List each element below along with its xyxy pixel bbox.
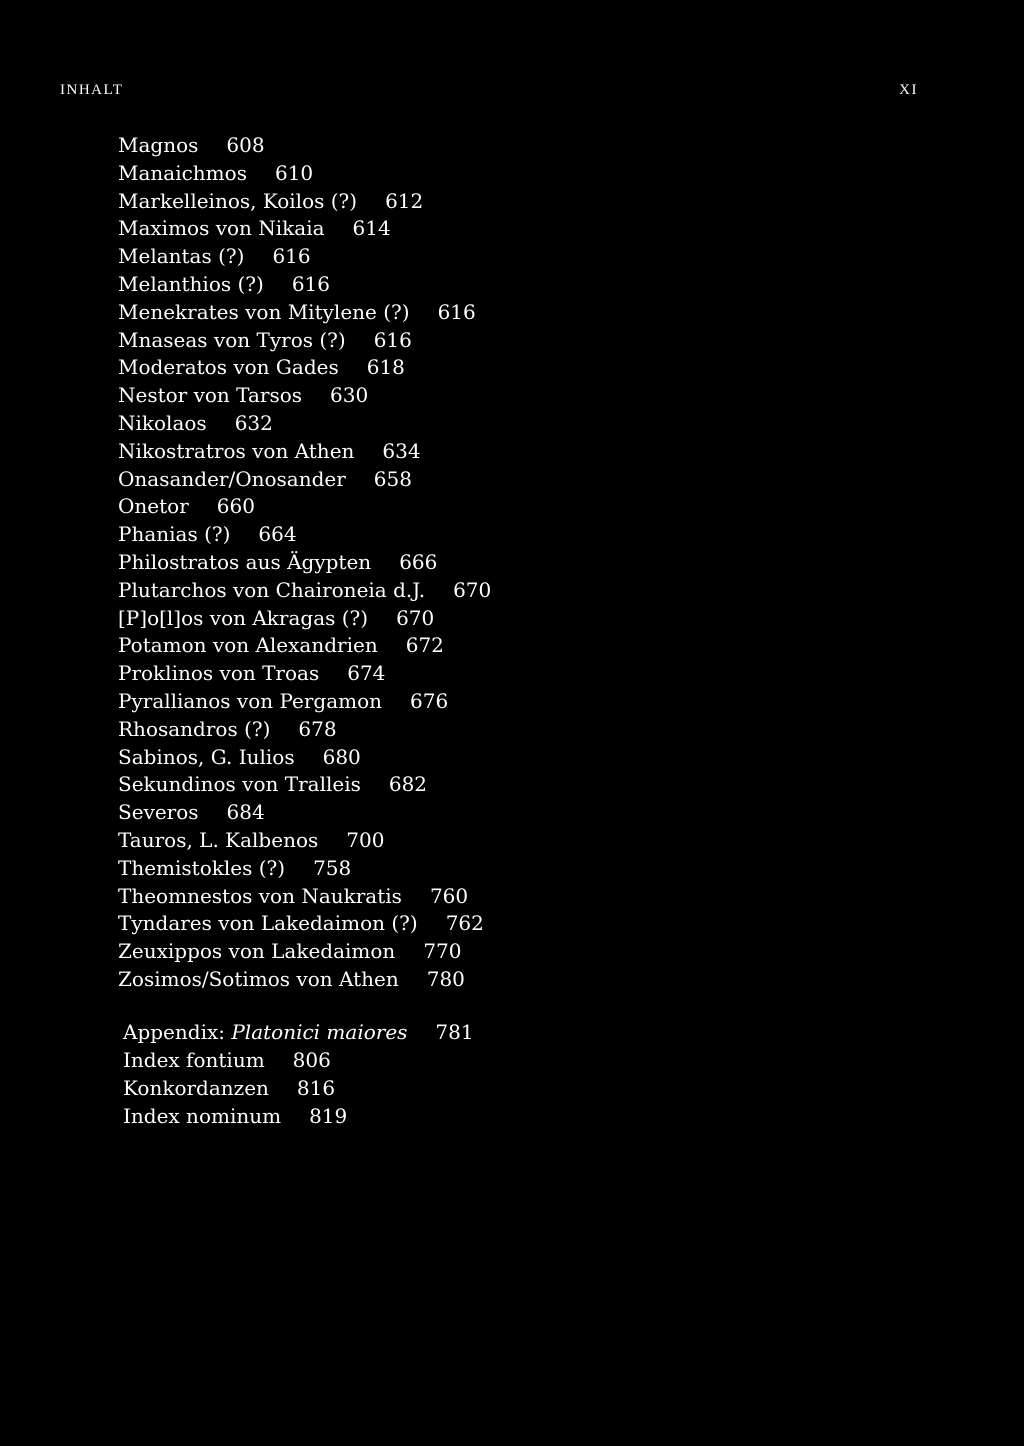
toc-entry[interactable] <box>118 271 938 299</box>
toc-entry-title: Tauros, L. Kalbenos <box>118 827 319 852</box>
toc-entry-appendix[interactable] <box>123 1018 943 1046</box>
toc-entry-title: Sekundinos von Tralleis <box>118 772 361 797</box>
toc-entry[interactable] <box>118 438 938 466</box>
toc-entry-title: Maximos von Nikaia <box>118 216 325 241</box>
toc-entry-page: 780 <box>426 966 465 991</box>
toc-entry[interactable] <box>118 716 938 744</box>
toc-entry-title: Index nominum <box>123 1104 282 1128</box>
toc-entry-page: 634 <box>382 438 421 463</box>
toc-entry[interactable] <box>118 188 938 216</box>
toc-entry[interactable] <box>118 466 938 494</box>
toc-entry-title: Index fontium <box>123 1048 265 1072</box>
toc-entry[interactable] <box>118 910 938 938</box>
toc-entry[interactable] <box>118 799 938 827</box>
toc-entry-page: 632 <box>234 410 273 435</box>
back-matter-list <box>123 1046 943 1130</box>
toc-entry-page: 762 <box>445 911 484 936</box>
toc-entry-title: Pyrallianos von Pergamon <box>118 688 383 713</box>
toc-entry-title: Sabinos, G. Iulios <box>118 744 295 769</box>
toc-entry[interactable] <box>118 632 938 660</box>
toc-entry-title: Nikolaos <box>118 410 207 435</box>
toc-entry-page: 608 <box>226 133 265 157</box>
toc-entry-title: Melantas (?) <box>118 244 245 269</box>
toc-entry[interactable] <box>123 1102 943 1130</box>
toc-entry[interactable] <box>118 688 938 716</box>
toc-entry-title: Markelleinos, Koilos (?) <box>118 188 358 213</box>
toc-entry[interactable] <box>118 215 938 243</box>
toc-entry-page: 630 <box>330 383 369 408</box>
toc-entry[interactable] <box>118 577 938 605</box>
toc-entry[interactable] <box>118 771 938 799</box>
toc-entry-page: 614 <box>352 216 391 241</box>
toc-entry-title: [P]o[l]os von Akragas (?) <box>118 605 369 630</box>
toc-entry-title: Appendix: Platonici maiores <box>123 1020 408 1044</box>
toc-entry[interactable] <box>118 744 938 772</box>
toc-entry[interactable] <box>118 243 938 271</box>
toc-entry[interactable] <box>118 327 938 355</box>
toc-entry-page: 806 <box>292 1048 331 1072</box>
toc-entry-page: 616 <box>373 327 412 352</box>
toc-entry-page: 670 <box>453 577 492 602</box>
toc-list <box>118 132 938 994</box>
toc-entry-page: 672 <box>405 633 444 658</box>
toc-entry-page: 610 <box>274 160 314 185</box>
running-head-title: INHALT <box>60 82 124 98</box>
toc-entry[interactable] <box>118 299 938 327</box>
toc-entry-page: 666 <box>399 549 438 574</box>
toc-entry[interactable] <box>118 521 938 549</box>
toc-entry-title: Moderatos von Gades <box>118 355 339 380</box>
toc-entry-title: Zosimos/Sotimos von Athen <box>118 966 399 991</box>
toc-entry[interactable] <box>123 1074 943 1102</box>
toc-entry-page: 816 <box>296 1076 336 1100</box>
toc-entry-title: Melanthios (?) <box>118 271 264 296</box>
toc-entry-title: Phanias (?) <box>118 522 231 547</box>
toc-entry-title: Rhosandros (?) <box>118 716 271 741</box>
toc-entry[interactable] <box>118 855 938 883</box>
running-head <box>60 82 918 102</box>
toc-entry-title: Theomnestos von Naukratis <box>118 883 402 908</box>
toc-entry-title: Konkordanzen <box>123 1076 269 1100</box>
toc-entry-page: 612 <box>385 188 424 213</box>
toc-entry-title: Plutarchos von Chaironeia d.J. <box>118 577 426 602</box>
toc-entry[interactable] <box>118 132 938 160</box>
toc-entry[interactable] <box>118 354 938 382</box>
toc-entry-page: 670 <box>396 605 435 630</box>
toc-entry[interactable] <box>118 966 938 994</box>
toc-entry-title: Mnaseas von Tyros (?) <box>118 327 346 352</box>
toc-entry[interactable] <box>118 827 938 855</box>
toc-entry-page: 678 <box>298 716 337 741</box>
page-number-roman: XI <box>899 82 918 98</box>
toc-entry-page: 760 <box>429 883 469 908</box>
appendix-section <box>123 1018 943 1130</box>
toc-entry-title: Severos <box>118 800 199 825</box>
toc-entry-title: Manaichmos <box>118 160 247 185</box>
toc-entry-page: 674 <box>347 661 386 686</box>
toc-entry-title: Magnos <box>118 133 199 157</box>
toc-entry-page: 700 <box>346 827 385 852</box>
toc-entry-page: 658 <box>373 466 412 491</box>
toc-entry-page: 676 <box>410 688 449 713</box>
toc-entry-title: Tyndares von Lakedaimon (?) <box>118 911 418 936</box>
toc-entry-title-italic: Platonici maiores <box>231 1020 408 1044</box>
toc-entry-page: 616 <box>291 271 331 296</box>
toc-entry-page: 684 <box>226 800 265 825</box>
toc-entry-title: Onetor <box>118 494 189 519</box>
toc-entry[interactable] <box>118 382 938 410</box>
toc-entry[interactable] <box>123 1046 943 1074</box>
toc-entry-page: 664 <box>258 522 297 547</box>
toc-entry-page: 770 <box>423 939 462 964</box>
toc-entry[interactable] <box>118 883 938 911</box>
toc-entry-title: Potamon von Alexandrien <box>118 633 378 658</box>
toc-entry-page: 819 <box>309 1104 348 1128</box>
toc-entry-page: 616 <box>437 299 476 324</box>
toc-entry-title: Onasander/Onosander <box>118 466 346 491</box>
toc-entry[interactable] <box>118 938 938 966</box>
toc-entry-page: 758 <box>313 855 352 880</box>
toc-entry-page: 618 <box>366 355 405 380</box>
toc-entry-title: Philostratos aus Ägypten <box>118 549 372 574</box>
toc-entry-page: 781 <box>435 1020 474 1044</box>
toc-entry-title: Nestor von Tarsos <box>118 383 303 408</box>
toc-entry-page: 660 <box>216 494 255 519</box>
toc-entry[interactable] <box>118 493 938 521</box>
toc-entry[interactable] <box>118 410 938 438</box>
toc-entry-title: Zeuxippos von Lakedaimon <box>118 939 396 964</box>
toc-entry[interactable] <box>118 605 938 633</box>
toc-entry-page: 616 <box>272 244 311 269</box>
toc-entry-title: Menekrates von Mitylene (?) <box>118 299 410 324</box>
toc-entry[interactable] <box>118 160 938 188</box>
toc-entry-page: 682 <box>388 772 428 797</box>
toc-entry[interactable] <box>118 660 938 688</box>
toc-entry-title: Proklinos von Troas <box>118 661 320 686</box>
toc-entry[interactable] <box>118 549 938 577</box>
toc-entry-page: 680 <box>322 744 361 769</box>
toc-entry-title: Nikostratros von Athen <box>118 438 355 463</box>
toc-entry-title: Themistokles (?) <box>118 855 286 880</box>
